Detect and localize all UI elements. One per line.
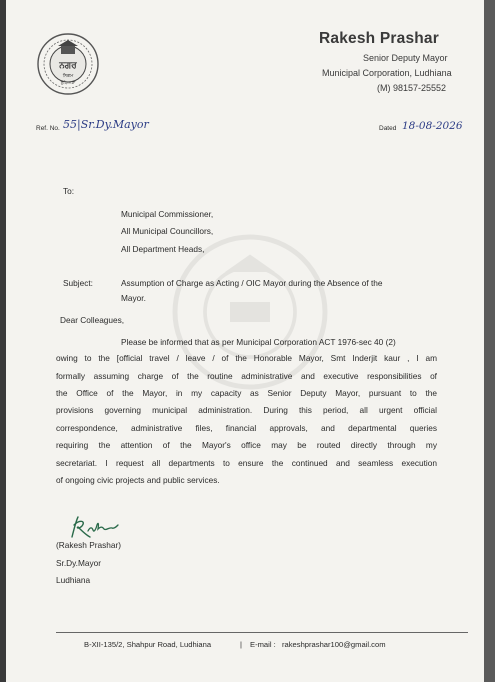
dated-label: Dated [379, 125, 397, 132]
svg-text:ਲੁਧਿਆਣਾ: ਲੁਧਿਆਣਾ [60, 80, 76, 85]
municipal-emblem-logo [36, 32, 100, 96]
footer-address: B-XII-135/2, Shahpur Road, Ludhiana [84, 640, 212, 649]
body-line: provisions governing municipal administration. During this period, all urgent official [56, 405, 437, 415]
sender-organization: Municipal Corporation, Ludhiana [322, 68, 452, 78]
svg-text:ਨਗਰ: ਨਗਰ [59, 61, 77, 71]
footer-separator: | [240, 640, 242, 649]
body-line: requiring the attention of the Mayor's office may be routed directly through my [56, 440, 437, 450]
footer-email-label: E-mail : [250, 640, 276, 649]
recipient-line: All Municipal Councillors, [121, 226, 214, 236]
body-line: owing to the [official travel / leave / of the Honorable Mayor, Smt Inderjit kaur , I am [56, 353, 437, 363]
subject-label: Subject: [63, 278, 93, 288]
background-edge [484, 0, 495, 682]
body-line: the Office of the Mayor, in my capacity as Senior Deputy Mayor, pursuant to the [56, 388, 437, 398]
subject-line: Mayor. [121, 293, 146, 303]
footer-rule [56, 632, 468, 633]
footer-email[interactable]: rakeshprashar100@gmail.com [282, 640, 386, 649]
subject-line: Assumption of Charge as Acting / OIC Mayor during the Absence of the [121, 278, 383, 288]
sender-designation: Senior Deputy Mayor [363, 53, 448, 63]
handwritten-signature [64, 513, 122, 541]
signatory-designation: Sr.Dy.Mayor [56, 558, 102, 568]
body-line: formally assuming charge of the routine administrative and executive responsibilities of [56, 371, 437, 381]
recipient-line: All Department Heads, [121, 244, 205, 254]
body-line: correspondence, administrative files, financial approvals, and departmental queries [56, 423, 437, 433]
salutation: Dear Colleagues, [60, 315, 125, 325]
signatory-name: (Rakesh Prashar) [56, 540, 122, 550]
sender-mobile: (M) 98157-25552 [377, 83, 447, 93]
ref-label: Ref. No. [36, 125, 60, 132]
date-value: 18-08-2026 [402, 120, 463, 132]
sender-name: Rakesh Prashar [319, 30, 439, 47]
body-line: Please be informed that as per Municipal Corporation ACT 1976-sec 40 (2) [121, 337, 396, 347]
body-line: of ongoing civic projects and public services. [56, 475, 220, 485]
to-label: To: [63, 186, 75, 196]
svg-text:ਨਿਗਮ: ਨਿਗਮ [62, 74, 74, 79]
recipient-line: Municipal Commissioner, [121, 209, 214, 219]
ref-number: 55|Sr.Dy.Mayor [63, 118, 149, 131]
signatory-city: Ludhiana [56, 575, 91, 585]
body-line: secretariat. I request all departments to ensure the continued and seamless execution [56, 458, 437, 468]
